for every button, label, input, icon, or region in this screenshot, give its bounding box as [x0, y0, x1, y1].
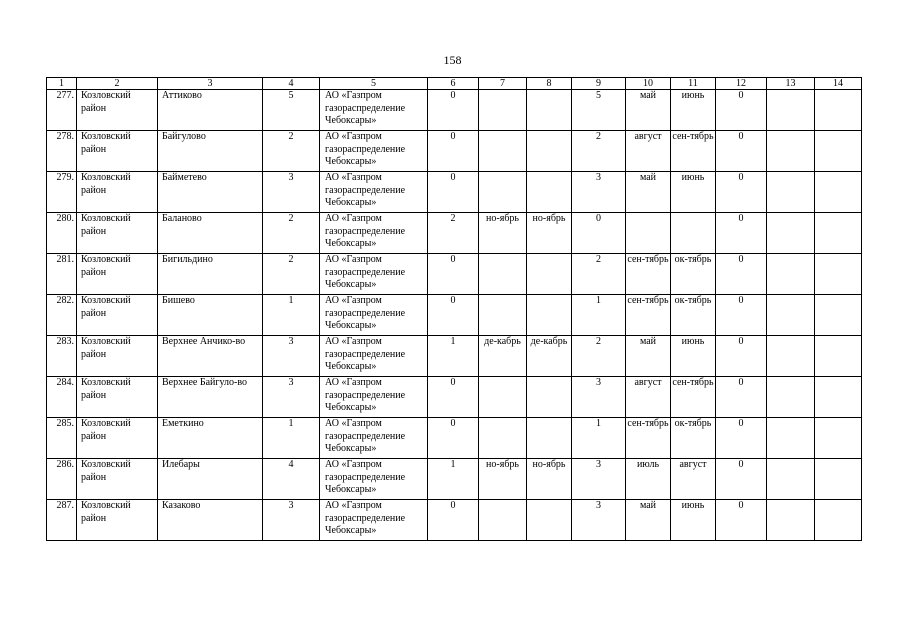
col7-cell — [479, 131, 527, 172]
column-header: 13 — [767, 78, 815, 90]
settlement-cell: Бишево — [158, 295, 263, 336]
col9-cell: 2 — [572, 131, 626, 172]
col6-cell: 1 — [428, 459, 479, 500]
table-row — [47, 90, 862, 131]
count-cell: 2 — [263, 213, 320, 254]
row-number: 280. — [47, 213, 77, 254]
col12-cell: 0 — [716, 295, 767, 336]
column-header: 4 — [263, 78, 320, 90]
col11-cell: июнь — [671, 90, 716, 131]
col12-cell: 0 — [716, 213, 767, 254]
row-number: 286. — [47, 459, 77, 500]
col12-cell: 0 — [716, 500, 767, 541]
district-cell: Козловский район — [77, 377, 158, 418]
col11-cell — [671, 213, 716, 254]
col8-cell — [527, 254, 572, 295]
col10-cell: август — [626, 131, 671, 172]
settlement-cell: Байметево — [158, 172, 263, 213]
col11-cell: сен-тябрь — [671, 377, 716, 418]
column-header: 2 — [77, 78, 158, 90]
col14-cell — [815, 213, 862, 254]
table-row — [47, 172, 862, 213]
col8-cell — [527, 500, 572, 541]
col13-cell — [767, 336, 815, 377]
col14-cell — [815, 336, 862, 377]
column-header: 5 — [320, 78, 428, 90]
district-cell: Козловский район — [77, 213, 158, 254]
col14-cell — [815, 90, 862, 131]
column-header: 12 — [716, 78, 767, 90]
col8-cell — [527, 131, 572, 172]
col14-cell — [815, 500, 862, 541]
col9-cell: 3 — [572, 500, 626, 541]
row-number: 284. — [47, 377, 77, 418]
col7-cell — [479, 90, 527, 131]
col9-cell: 1 — [572, 295, 626, 336]
col8-cell — [527, 90, 572, 131]
district-cell: Козловский район — [77, 500, 158, 541]
col11-cell: июнь — [671, 172, 716, 213]
col10-cell: сен-тябрь — [626, 295, 671, 336]
col6-cell: 0 — [428, 418, 479, 459]
col8-cell: де-кабрь — [527, 336, 572, 377]
organization-cell: АО «Газпром газораспределение Чебоксары» — [320, 336, 428, 377]
col14-cell — [815, 254, 862, 295]
col13-cell — [767, 459, 815, 500]
row-number: 283. — [47, 336, 77, 377]
count-cell: 3 — [263, 377, 320, 418]
data-table — [46, 77, 862, 541]
col13-cell — [767, 377, 815, 418]
col13-cell — [767, 90, 815, 131]
district-cell: Козловский район — [77, 459, 158, 500]
col12-cell: 0 — [716, 90, 767, 131]
count-cell: 1 — [263, 295, 320, 336]
settlement-cell: Верхнее Байгуло-во — [158, 377, 263, 418]
col9-cell: 3 — [572, 172, 626, 213]
col9-cell: 1 — [572, 418, 626, 459]
column-header: 3 — [158, 78, 263, 90]
table-row — [47, 295, 862, 336]
col12-cell: 0 — [716, 336, 767, 377]
column-header: 10 — [626, 78, 671, 90]
col13-cell — [767, 418, 815, 459]
column-header: 9 — [572, 78, 626, 90]
count-cell: 2 — [263, 254, 320, 295]
col10-cell: сен-тябрь — [626, 418, 671, 459]
column-header: 11 — [671, 78, 716, 90]
count-cell: 5 — [263, 90, 320, 131]
col6-cell: 2 — [428, 213, 479, 254]
col14-cell — [815, 295, 862, 336]
district-cell: Козловский район — [77, 131, 158, 172]
row-number: 277. — [47, 90, 77, 131]
col7-cell — [479, 500, 527, 541]
column-header: 7 — [479, 78, 527, 90]
col6-cell: 0 — [428, 131, 479, 172]
row-number: 279. — [47, 172, 77, 213]
district-cell: Козловский район — [77, 295, 158, 336]
col11-cell: июнь — [671, 336, 716, 377]
column-header: 8 — [527, 78, 572, 90]
col13-cell — [767, 295, 815, 336]
table-row — [47, 500, 862, 541]
table-row — [47, 254, 862, 295]
col8-cell — [527, 418, 572, 459]
col7-cell — [479, 172, 527, 213]
col7-cell — [479, 254, 527, 295]
col13-cell — [767, 213, 815, 254]
settlement-cell: Аттиково — [158, 90, 263, 131]
table-row — [47, 131, 862, 172]
col9-cell: 0 — [572, 213, 626, 254]
col10-cell: май — [626, 172, 671, 213]
col6-cell: 0 — [428, 500, 479, 541]
col11-cell: июнь — [671, 500, 716, 541]
col12-cell: 0 — [716, 131, 767, 172]
organization-cell: АО «Газпром газораспределение Чебоксары» — [320, 418, 428, 459]
col13-cell — [767, 254, 815, 295]
col10-cell: май — [626, 336, 671, 377]
count-cell: 3 — [263, 172, 320, 213]
row-number: 278. — [47, 131, 77, 172]
organization-cell: АО «Газпром газораспределение Чебоксары» — [320, 377, 428, 418]
col6-cell: 0 — [428, 90, 479, 131]
district-cell: Козловский район — [77, 254, 158, 295]
row-number: 282. — [47, 295, 77, 336]
col10-cell: май — [626, 90, 671, 131]
page-number: 158 — [443, 53, 462, 67]
col12-cell: 0 — [716, 418, 767, 459]
organization-cell: АО «Газпром газораспределение Чебоксары» — [320, 295, 428, 336]
col8-cell — [527, 172, 572, 213]
col14-cell — [815, 418, 862, 459]
district-cell: Козловский район — [77, 336, 158, 377]
col11-cell: сен-тябрь — [671, 131, 716, 172]
col7-cell: но-ябрь — [479, 213, 527, 254]
col7-cell — [479, 295, 527, 336]
settlement-cell: Еметкино — [158, 418, 263, 459]
settlement-cell: Байгулово — [158, 131, 263, 172]
col8-cell: но-ябрь — [527, 213, 572, 254]
settlement-cell: Илебары — [158, 459, 263, 500]
col13-cell — [767, 172, 815, 213]
col14-cell — [815, 377, 862, 418]
count-cell: 3 — [263, 336, 320, 377]
organization-cell: АО «Газпром газораспределение Чебоксары» — [320, 459, 428, 500]
organization-cell: АО «Газпром газораспределение Чебоксары» — [320, 172, 428, 213]
col14-cell — [815, 459, 862, 500]
col11-cell: ок-тябрь — [671, 418, 716, 459]
col12-cell: 0 — [716, 459, 767, 500]
column-header: 6 — [428, 78, 479, 90]
col10-cell: май — [626, 500, 671, 541]
col9-cell: 5 — [572, 90, 626, 131]
col8-cell — [527, 377, 572, 418]
col9-cell: 2 — [572, 254, 626, 295]
organization-cell: АО «Газпром газораспределение Чебоксары» — [320, 500, 428, 541]
col8-cell — [527, 295, 572, 336]
col9-cell: 2 — [572, 336, 626, 377]
table-row — [47, 418, 862, 459]
col10-cell: сен-тябрь — [626, 254, 671, 295]
organization-cell: АО «Газпром газораспределение Чебоксары» — [320, 131, 428, 172]
col7-cell — [479, 418, 527, 459]
row-number: 285. — [47, 418, 77, 459]
organization-cell: АО «Газпром газораспределение Чебоксары» — [320, 213, 428, 254]
col8-cell: но-ябрь — [527, 459, 572, 500]
col6-cell: 0 — [428, 254, 479, 295]
header-row — [47, 78, 862, 90]
row-number: 281. — [47, 254, 77, 295]
col11-cell: ок-тябрь — [671, 295, 716, 336]
table-row — [47, 377, 862, 418]
col9-cell: 3 — [572, 377, 626, 418]
count-cell: 1 — [263, 418, 320, 459]
col9-cell: 3 — [572, 459, 626, 500]
settlement-cell: Казаково — [158, 500, 263, 541]
col11-cell: ок-тябрь — [671, 254, 716, 295]
col14-cell — [815, 172, 862, 213]
district-cell: Козловский район — [77, 172, 158, 213]
col10-cell: август — [626, 377, 671, 418]
district-cell: Козловский район — [77, 90, 158, 131]
table-row — [47, 459, 862, 500]
settlement-cell: Верхнее Анчико-во — [158, 336, 263, 377]
col13-cell — [767, 131, 815, 172]
col12-cell: 0 — [716, 254, 767, 295]
col10-cell: июль — [626, 459, 671, 500]
col6-cell: 0 — [428, 377, 479, 418]
col6-cell: 0 — [428, 295, 479, 336]
table-row — [47, 336, 862, 377]
settlement-cell: Бигильдино — [158, 254, 263, 295]
col7-cell — [479, 377, 527, 418]
col6-cell: 0 — [428, 172, 479, 213]
settlement-cell: Баланово — [158, 213, 263, 254]
organization-cell: АО «Газпром газораспределение Чебоксары» — [320, 254, 428, 295]
organization-cell: АО «Газпром газораспределение Чебоксары» — [320, 90, 428, 131]
count-cell: 2 — [263, 131, 320, 172]
col7-cell: де-кабрь — [479, 336, 527, 377]
col13-cell — [767, 500, 815, 541]
col12-cell: 0 — [716, 377, 767, 418]
col7-cell: но-ябрь — [479, 459, 527, 500]
col6-cell: 1 — [428, 336, 479, 377]
col11-cell: август — [671, 459, 716, 500]
count-cell: 3 — [263, 500, 320, 541]
column-header: 14 — [815, 78, 862, 90]
table-row — [47, 213, 862, 254]
district-cell: Козловский район — [77, 418, 158, 459]
col10-cell — [626, 213, 671, 254]
col12-cell: 0 — [716, 172, 767, 213]
count-cell: 4 — [263, 459, 320, 500]
row-number: 287. — [47, 500, 77, 541]
col14-cell — [815, 131, 862, 172]
column-header: 1 — [47, 78, 77, 90]
